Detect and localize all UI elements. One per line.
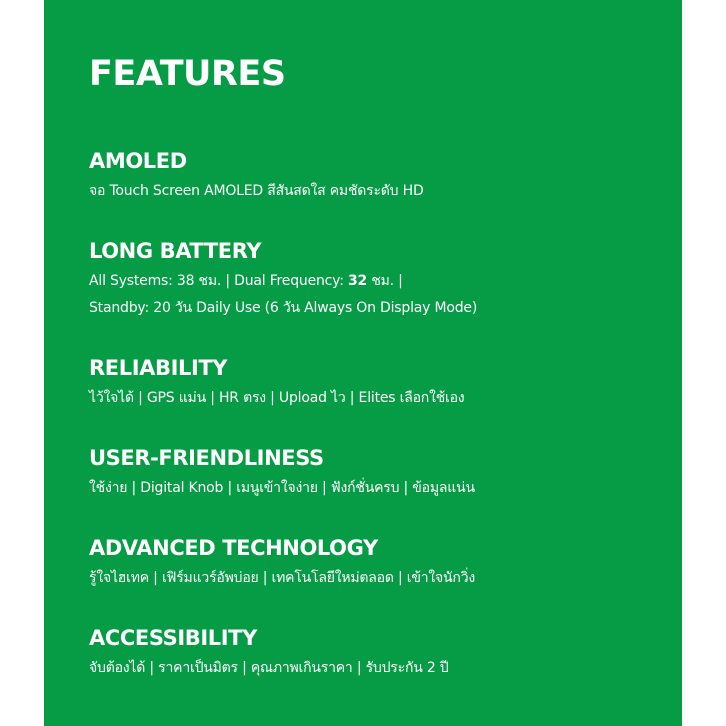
battery-text-part-2: ชม. | bbox=[367, 273, 403, 289]
features-heading: FEATURES bbox=[89, 54, 286, 94]
feature-title: RELIABILITY bbox=[89, 356, 228, 380]
feature-description: ใช้ง่าย | Digital Knob | เมนูเข้าใจง่าย | ฟังก์ชั่นครบ | ข้อมูลแน่น bbox=[89, 480, 475, 496]
feature-description: จอ Touch Screen AMOLED สีสันสดใส คมชัดระดับ HD bbox=[89, 183, 424, 199]
dual-frequency-hours: 32 bbox=[347, 273, 368, 289]
feature-amoled bbox=[89, 148, 669, 205]
feature-title: LONG BATTERY bbox=[89, 239, 262, 263]
feature-title: AMOLED bbox=[89, 149, 187, 173]
feature-description: รู้ใจไฮเทค | เฟิร์มแวร์อัพบ่อย | เทคโนโลยีใหม่ตลอด | เข้าใจนักวิ่ง bbox=[89, 570, 475, 586]
feature-long-battery bbox=[89, 238, 669, 322]
feature-description-line-1 bbox=[89, 268, 669, 295]
feature-description: จับต้องได้ | ราคาเป็นมิตร | คุณภาพเกินราคา | รับประกัน 2 ปี bbox=[89, 660, 449, 676]
feature-reliability bbox=[89, 355, 669, 412]
feature-description-line-2: Standby: 20 วัน Daily Use (6 วัน Always On Display Mode) bbox=[89, 300, 478, 316]
feature-description: ไว้ใจได้ | GPS แม่น | HR ตรง | Upload ไว | Elites เลือกใช้เอง bbox=[89, 390, 465, 406]
feature-advanced-technology bbox=[89, 535, 669, 592]
battery-text-part-1: All Systems: 38 ชม. | Dual Frequency: bbox=[89, 273, 348, 289]
feature-user-friendliness bbox=[89, 445, 669, 502]
feature-title: ADVANCED TECHNOLOGY bbox=[89, 536, 378, 560]
feature-title: USER-FRIENDLINESS bbox=[89, 446, 324, 470]
features-panel bbox=[44, 0, 682, 726]
feature-accessibility bbox=[89, 625, 669, 682]
feature-title: ACCESSIBILITY bbox=[89, 626, 257, 650]
